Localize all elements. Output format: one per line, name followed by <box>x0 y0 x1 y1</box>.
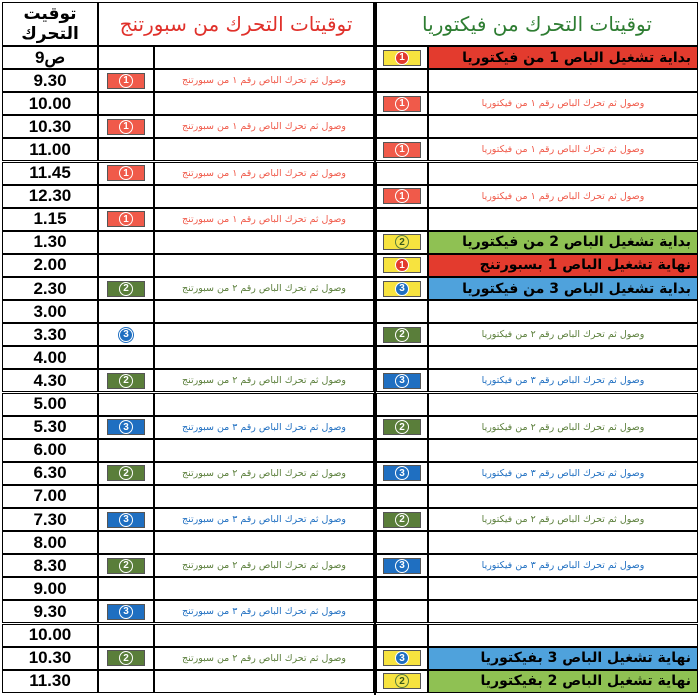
sabortange-note-cell <box>154 462 374 485</box>
bus-number-icon: 3 <box>395 374 409 388</box>
victoria-bus-cell <box>376 138 428 161</box>
victoria-note-cell <box>428 115 698 138</box>
victoria-bus-cell <box>376 554 428 577</box>
victoria-note-cell <box>428 208 698 231</box>
sabortange-note: وصول ثم تحرك الباص رقم ٢ من سبورتنج <box>181 283 347 295</box>
schedule-row <box>2 115 698 138</box>
bus-number-icon: 2 <box>119 651 133 665</box>
sabortange-note-cell <box>154 416 374 439</box>
bus-badge-3 <box>383 373 421 389</box>
sabortange-note-cell <box>154 231 374 254</box>
sabortange-note: وصول ثم تحرك الباص رقم ١ من سبورتنج <box>181 213 347 225</box>
victoria-note: وصول ثم تحرك الباص رقم ٣ من فيكتوريا <box>481 467 645 479</box>
sabortange-note-cell <box>154 600 374 623</box>
victoria-note-cell <box>428 254 698 277</box>
time-column-header <box>2 2 98 46</box>
departure-time: 11.00 <box>2 138 98 161</box>
departure-time: 9.30 <box>2 69 98 92</box>
bus-badge-2 <box>107 650 145 666</box>
victoria-note-cell <box>428 647 698 670</box>
departure-time: 11.45 <box>2 162 98 185</box>
sabortange-note-cell <box>154 508 374 531</box>
sabortange-header: توقيتات التحرك من سبورتنج <box>98 2 374 46</box>
victoria-note: وصول ثم تحرك الباص رقم ١ من فيكتوريا <box>481 144 645 156</box>
sabortange-note-cell <box>154 323 374 346</box>
sabortange-bus-cell <box>98 346 154 369</box>
victoria-note: وصول ثم تحرك الباص رقم ١ من فيكتوريا <box>481 98 645 110</box>
victoria-note: وصول ثم تحرك الباص رقم ٣ من فيكتوريا <box>481 560 645 572</box>
victoria-bus-cell <box>376 508 428 531</box>
departure-time: 6.30 <box>2 462 98 485</box>
victoria-note-cell <box>428 531 698 554</box>
sabortange-bus-cell <box>98 369 154 392</box>
victoria-note-cell <box>428 485 698 508</box>
schedule-row <box>2 416 698 439</box>
departure-time: 11.30 <box>2 670 98 693</box>
schedule-row <box>2 600 698 623</box>
victoria-bus-cell <box>376 439 428 462</box>
bus-badge-1 <box>383 188 421 204</box>
schedule-row <box>2 138 698 161</box>
victoria-bus-cell <box>376 647 428 670</box>
sabortange-bus-cell <box>98 508 154 531</box>
victoria-note-cell <box>428 577 698 600</box>
time-header-line2: التحرك <box>21 24 79 44</box>
victoria-note-cell <box>428 508 698 531</box>
bus-number-icon: 2 <box>395 328 409 342</box>
victoria-note-cell <box>428 624 698 647</box>
victoria-bus-cell <box>376 69 428 92</box>
sabortange-bus-cell <box>98 416 154 439</box>
victoria-note-cell <box>428 323 698 346</box>
sabortange-bus-cell <box>98 439 154 462</box>
sabortange-bus-cell <box>98 531 154 554</box>
victoria-bus-cell <box>376 323 428 346</box>
sabortange-bus-cell <box>98 393 154 416</box>
bus-badge-1 <box>383 257 421 273</box>
victoria-note: وصول ثم تحرك الباص رقم ٣ من فيكتوريا <box>481 375 645 387</box>
victoria-bus-cell <box>376 162 428 185</box>
schedule-row <box>2 624 698 647</box>
departure-time: 10.00 <box>2 624 98 647</box>
victoria-bus-cell <box>376 346 428 369</box>
sabortange-note-cell <box>154 92 374 115</box>
sabortange-note-cell <box>154 485 374 508</box>
victoria-bus-cell <box>376 393 428 416</box>
schedule-row <box>2 485 698 508</box>
departure-time: 3.00 <box>2 300 98 323</box>
sabortange-bus-cell <box>98 254 154 277</box>
sabortange-note-cell <box>154 46 374 69</box>
sabortange-note-cell <box>154 670 374 693</box>
victoria-note-cell <box>428 554 698 577</box>
victoria-note-cell <box>428 393 698 416</box>
bus-number-icon: 2 <box>395 420 409 434</box>
departure-time: 1.15 <box>2 208 98 231</box>
victoria-bus-cell <box>376 670 428 693</box>
bus-number-icon: 2 <box>119 466 133 480</box>
bus-number-icon: 3 <box>395 466 409 480</box>
bus-number-icon: 1 <box>395 97 409 111</box>
bus-badge-3 <box>383 465 421 481</box>
sabortange-bus-cell <box>98 485 154 508</box>
sabortange-note-cell <box>154 69 374 92</box>
sabortange-note: وصول ثم تحرك الباص رقم ٢ من سبورتنج <box>181 560 347 572</box>
victoria-bus-cell <box>376 369 428 392</box>
schedule-row <box>2 208 698 231</box>
bus-number-icon: 1 <box>119 120 133 134</box>
schedule-row <box>2 508 698 531</box>
departure-time: 5.00 <box>2 393 98 416</box>
bus-number-icon: 3 <box>395 651 409 665</box>
sabortange-bus-cell <box>98 162 154 185</box>
victoria-bus-cell <box>376 231 428 254</box>
sabortange-note: وصول ثم تحرك الباص رقم ١ من سبورتنج <box>181 75 347 87</box>
schedule-row <box>2 462 698 485</box>
sabortange-note: وصول ثم تحرك الباص رقم ١ من سبورتنج <box>181 121 347 133</box>
schedule-table <box>2 2 698 695</box>
victoria-bus-cell <box>376 115 428 138</box>
victoria-bus-cell <box>376 92 428 115</box>
schedule-row <box>2 531 698 554</box>
sabortange-note-cell <box>154 277 374 300</box>
bus-number-icon: 3 <box>119 605 133 619</box>
departure-time: 3.30 <box>2 323 98 346</box>
schedule-row <box>2 277 698 300</box>
victoria-note-cell <box>428 69 698 92</box>
bus-number-icon: 2 <box>395 513 409 527</box>
victoria-bus-cell <box>376 577 428 600</box>
victoria-bus-cell <box>376 531 428 554</box>
schedule-row <box>2 254 698 277</box>
departure-time: 2.00 <box>2 254 98 277</box>
schedule-row <box>2 162 698 185</box>
sabortange-bus-cell <box>98 323 154 346</box>
victoria-note: وصول ثم تحرك الباص رقم ٢ من فيكتوريا <box>481 329 645 341</box>
bus-number-icon: 2 <box>119 559 133 573</box>
departure-time: 8.30 <box>2 554 98 577</box>
sabortange-bus-cell <box>98 624 154 647</box>
sabortange-note-cell <box>154 531 374 554</box>
bus-badge-1 <box>107 211 145 227</box>
sabortange-bus-cell <box>98 69 154 92</box>
sabortange-bus-cell <box>98 92 154 115</box>
bus-badge-2 <box>383 234 421 250</box>
sabortange-bus-cell <box>98 138 154 161</box>
bus-badge-2 <box>383 419 421 435</box>
bus-badge-3 <box>383 650 421 666</box>
bus-badge-3 <box>107 512 145 528</box>
sabortange-bus-cell <box>98 208 154 231</box>
victoria-bus-cell <box>376 462 428 485</box>
sabortange-note-cell <box>154 346 374 369</box>
departure-time: 10.00 <box>2 92 98 115</box>
bus-number-icon: 3 <box>395 559 409 573</box>
victoria-bus-cell <box>376 277 428 300</box>
sabortange-note-cell <box>154 624 374 647</box>
bus-number-icon: 1 <box>119 166 133 180</box>
victoria-bus-cell <box>376 185 428 208</box>
bus-badge-1 <box>383 96 421 112</box>
bus-badge-1 <box>383 50 421 66</box>
sabortange-bus-cell <box>98 185 154 208</box>
sabortange-note-cell <box>154 208 374 231</box>
bus-number-icon: 1 <box>119 212 133 226</box>
schedule-row <box>2 346 698 369</box>
sabortange-note-cell <box>154 138 374 161</box>
departure-time: 2.30 <box>2 277 98 300</box>
victoria-note-cell <box>428 300 698 323</box>
victoria-note-cell <box>428 369 698 392</box>
bus-badge-1 <box>107 73 145 89</box>
departure-time: 10.30 <box>2 115 98 138</box>
departure-time: 4.00 <box>2 346 98 369</box>
sabortange-note-cell <box>154 577 374 600</box>
victoria-banner: نهاية تشغيل الباص 3 بفيكتوريا <box>480 650 691 667</box>
bus-badge-3 <box>107 419 145 435</box>
bus-badge-2 <box>107 558 145 574</box>
victoria-banner: نهاية تشغيل الباص 1 بسبورتنج <box>479 257 691 274</box>
departure-time: 8.00 <box>2 531 98 554</box>
victoria-note-cell <box>428 439 698 462</box>
schedule-row <box>2 185 698 208</box>
departure-time: 4.30 <box>2 369 98 392</box>
victoria-note-cell <box>428 416 698 439</box>
departure-time: 1.30 <box>2 231 98 254</box>
schedule-row <box>2 393 698 416</box>
victoria-note-cell <box>428 231 698 254</box>
sabortange-note-cell <box>154 554 374 577</box>
sabortange-note: وصول ثم تحرك الباص رقم ٣ من سبورتنج <box>181 421 347 433</box>
bus-badge-2 <box>383 673 421 689</box>
victoria-bus-cell <box>376 416 428 439</box>
victoria-note-cell <box>428 277 698 300</box>
bus-number-icon: 1 <box>119 74 133 88</box>
schedule-row <box>2 670 698 693</box>
sabortange-note-cell <box>154 115 374 138</box>
victoria-banner: بداية تشغيل الباص 3 من فيكتوريا <box>462 280 691 297</box>
bus-badge-3 <box>107 604 145 620</box>
bus-badge-1 <box>107 165 145 181</box>
sabortange-bus-cell <box>98 577 154 600</box>
sabortange-note-cell <box>154 162 374 185</box>
victoria-note-cell <box>428 185 698 208</box>
departure-time: ص9 <box>2 46 98 69</box>
victoria-banner: بداية تشغيل الباص 2 من فيكتوريا <box>462 234 691 251</box>
victoria-bus-cell <box>376 46 428 69</box>
bus-number-icon: 3 <box>119 420 133 434</box>
victoria-bus-cell <box>376 624 428 647</box>
bus-number-icon: 2 <box>395 674 409 688</box>
sabortange-bus-cell <box>98 462 154 485</box>
bus-number-icon: 2 <box>119 282 133 296</box>
victoria-note-cell <box>428 346 698 369</box>
schedule-row <box>2 577 698 600</box>
bus-badge-3 <box>383 281 421 297</box>
sabortange-note-cell <box>154 439 374 462</box>
bus-badge-2 <box>107 373 145 389</box>
sabortange-note: وصول ثم تحرك الباص رقم ٣ من سبورتنج <box>181 514 347 526</box>
schedule-row <box>2 439 698 462</box>
bus-badge-2 <box>107 465 145 481</box>
time-header-line1: توقيت <box>23 4 77 24</box>
bus-number-icon: 2 <box>395 235 409 249</box>
bus-badge-1 <box>107 119 145 135</box>
bus-number-icon: 3 <box>119 513 133 527</box>
victoria-bus-cell <box>376 600 428 623</box>
sabortange-note-cell <box>154 185 374 208</box>
victoria-note-cell <box>428 46 698 69</box>
departure-time: 7.00 <box>2 485 98 508</box>
bus-number-icon: 3 <box>395 282 409 296</box>
departure-time: 10.30 <box>2 647 98 670</box>
sabortange-note-cell <box>154 393 374 416</box>
victoria-note-cell <box>428 462 698 485</box>
bus-badge-2 <box>383 327 421 343</box>
sabortange-bus-cell <box>98 647 154 670</box>
sabortange-bus-cell <box>98 46 154 69</box>
victoria-note: وصول ثم تحرك الباص رقم ٢ من فيكتوريا <box>481 421 645 433</box>
bus-number-icon: 3 <box>119 328 133 342</box>
departure-time: 9.00 <box>2 577 98 600</box>
victoria-note: وصول ثم تحرك الباص رقم ١ من فيكتوريا <box>481 190 645 202</box>
column-divider <box>374 2 376 695</box>
victoria-note-cell <box>428 670 698 693</box>
sabortange-bus-cell <box>98 600 154 623</box>
victoria-bus-cell <box>376 485 428 508</box>
victoria-bus-cell <box>376 254 428 277</box>
sabortange-bus-cell <box>98 231 154 254</box>
sabortange-note: وصول ثم تحرك الباص رقم ٢ من سبورتنج <box>181 652 347 664</box>
schedule-row <box>2 92 698 115</box>
victoria-bus-cell <box>376 208 428 231</box>
schedule-row <box>2 46 698 69</box>
departure-time: 9.30 <box>2 600 98 623</box>
bus-badge-2 <box>107 281 145 297</box>
bus-number-icon: 1 <box>395 258 409 272</box>
bus-number-icon: 1 <box>395 51 409 65</box>
schedule-row <box>2 647 698 670</box>
schedule-row <box>2 323 698 346</box>
bus-number-icon: 1 <box>395 143 409 157</box>
bus-number-icon: 2 <box>119 374 133 388</box>
victoria-note: وصول ثم تحرك الباص رقم ٢ من فيكتوريا <box>481 514 645 526</box>
sabortange-note-cell <box>154 369 374 392</box>
victoria-note-cell <box>428 138 698 161</box>
departure-time: 5.30 <box>2 416 98 439</box>
victoria-note-cell <box>428 162 698 185</box>
sabortange-note: وصول ثم تحرك الباص رقم ٣ من سبورتنج <box>181 606 347 618</box>
bus-number-icon: 1 <box>395 189 409 203</box>
sabortange-bus-cell <box>98 300 154 323</box>
sabortange-bus-cell <box>98 115 154 138</box>
departure-time: 6.00 <box>2 439 98 462</box>
victoria-header: توقيتات التحرك من فيكتوريا <box>376 2 698 46</box>
sabortange-note: وصول ثم تحرك الباص رقم ٢ من سبورتنج <box>181 375 347 387</box>
schedule-row <box>2 231 698 254</box>
sabortange-bus-cell <box>98 554 154 577</box>
sabortange-note: وصول ثم تحرك الباص رقم ٢ من سبورتنج <box>181 467 347 479</box>
sabortange-note-cell <box>154 647 374 670</box>
bus-badge-2 <box>383 512 421 528</box>
victoria-banner: نهاية تشغيل الباص 2 بفيكتوريا <box>480 673 691 690</box>
victoria-note-cell <box>428 600 698 623</box>
sabortange-note: وصول ثم تحرك الباص رقم ١ من سبورتنج <box>181 167 347 179</box>
sabortange-note-cell <box>154 300 374 323</box>
sabortange-note-cell <box>154 254 374 277</box>
victoria-note-cell <box>428 92 698 115</box>
sabortange-bus-cell <box>98 670 154 693</box>
victoria-bus-cell <box>376 300 428 323</box>
sabortange-bus-cell <box>98 277 154 300</box>
departure-time: 7.30 <box>2 508 98 531</box>
bus-badge-3 <box>383 558 421 574</box>
schedule-row <box>2 300 698 323</box>
schedule-row <box>2 69 698 92</box>
schedule-row <box>2 554 698 577</box>
schedule-row <box>2 369 698 392</box>
departure-time: 12.30 <box>2 185 98 208</box>
victoria-banner: بداية تشغيل الباص 1 من فيكتوريا <box>462 49 691 66</box>
bus-badge-1 <box>383 142 421 158</box>
